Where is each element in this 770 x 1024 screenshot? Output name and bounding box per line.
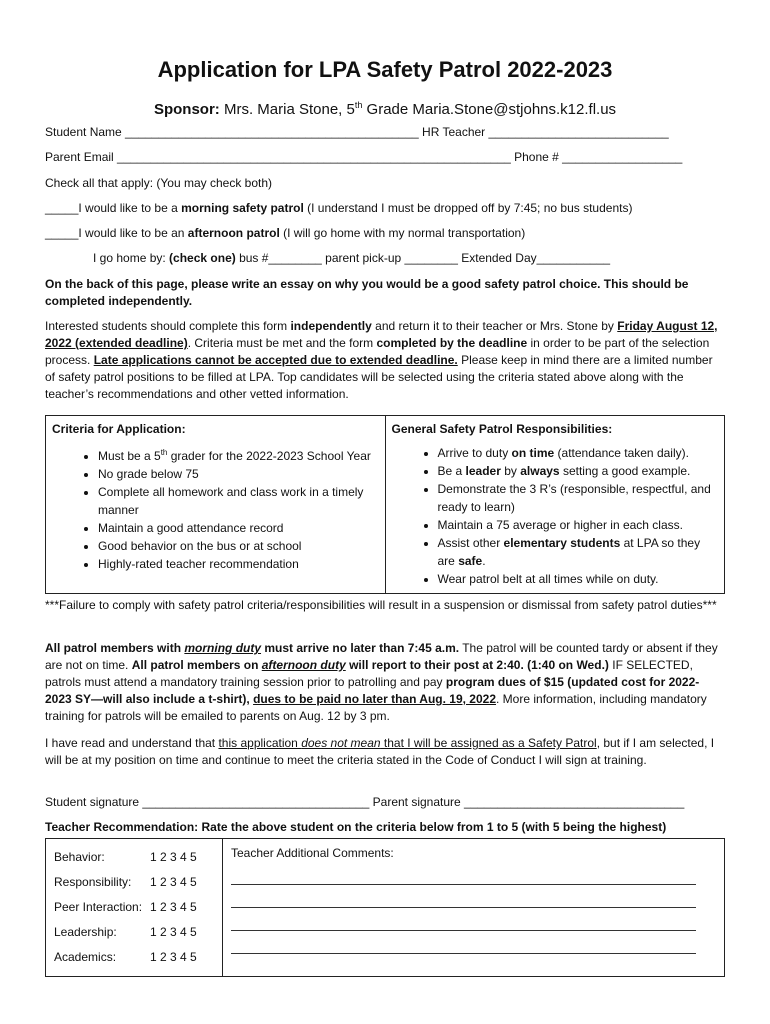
- comment-line[interactable]: [231, 916, 696, 931]
- resp-bold: safe: [458, 554, 483, 568]
- resp-text: at LPA so they are: [437, 536, 701, 568]
- list-item: [438, 444, 719, 462]
- patrol-bold: All patrol members with: [45, 641, 185, 655]
- resp-bold: always: [520, 464, 560, 478]
- patrol-paragraph: [45, 640, 723, 725]
- failure-note: ***Failure to comply with safety patrol criteria/responsibilities will result in a suspension or dismissal from safety patrol duties***: [45, 598, 717, 612]
- interest-paragraph: [45, 318, 723, 403]
- comment-line[interactable]: [231, 893, 696, 908]
- teacher-rec-table: [45, 838, 725, 977]
- agreement-underline: that I will be assigned as a Safety Patrol: [380, 736, 597, 750]
- list-item: • No grade below 75: [98, 465, 379, 483]
- responsibilities-list: [392, 444, 719, 588]
- gohome-bold: (check one): [169, 251, 236, 265]
- morning-suffix: (I understand I must be dropped off by 7:45; no bus students): [303, 201, 633, 215]
- rating-row[interactable]: [54, 870, 214, 895]
- rating-row[interactable]: [54, 895, 214, 920]
- responsibilities-cell: [385, 416, 725, 594]
- rating-scale[interactable]: 1 2 3 4 5: [150, 925, 197, 939]
- comments-label: Teacher Additional Comments:: [231, 846, 394, 860]
- rating-row[interactable]: [54, 845, 214, 870]
- agreement-italic: does not mean: [301, 736, 381, 750]
- afternoon-duty-text: afternoon duty: [261, 658, 346, 672]
- patrol-text: The patrol will be counted tardy or absent if they are not on time.: [45, 641, 718, 672]
- patrol-bold: must arrive no later than 7:45 a.m.: [261, 641, 460, 655]
- criteria-list: [52, 444, 379, 573]
- afternoon-prefix: _____I would like to be an: [45, 226, 188, 240]
- criteria-item1-a: Must be a 5: [98, 449, 161, 463]
- list-item: • Good behavior on the bus or at school: [98, 537, 379, 555]
- patrol-text: IF SELECTED, patrols must attend a mandatory training session prior to patrolling and pay: [45, 658, 693, 689]
- rating-label: Leadership:: [54, 925, 117, 939]
- comment-line[interactable]: [231, 939, 696, 954]
- resp-bold: on time: [511, 446, 555, 460]
- resp-text: Assist other: [437, 536, 504, 550]
- rating-label: Behavior:: [54, 850, 105, 864]
- interest-p1: Interested students should complete this form: [45, 319, 291, 333]
- deadline-text: Friday August 12, 2022 (extended deadline): [45, 319, 718, 350]
- list-item: • Maintain a good attendance record: [98, 519, 379, 537]
- rating-row[interactable]: [54, 945, 214, 970]
- resp-text: (attendance taken daily).: [554, 446, 689, 460]
- list-item: • Complete all homework and class work in a timely manner: [98, 483, 379, 519]
- comments-cell[interactable]: [223, 839, 725, 977]
- morning-bold: morning safety patrol: [181, 201, 304, 215]
- resp-text: setting a good example.: [559, 464, 691, 478]
- interest-p2: and return it to their teacher or Mrs. Stone by: [371, 319, 618, 333]
- gohome-prefix: I go home by:: [93, 251, 170, 265]
- resp-text: by: [500, 464, 521, 478]
- list-item: • Highly-rated teacher recommendation: [98, 555, 379, 573]
- responsibilities-header: General Safety Patrol Responsibilities:: [391, 422, 613, 436]
- comment-line[interactable]: [231, 870, 696, 885]
- afternoon-suffix: (I will go home with my normal transportation): [279, 226, 526, 240]
- list-item: [438, 462, 719, 480]
- check-all-label: Check all that apply: (You may check both): [45, 176, 273, 190]
- criteria-table: [45, 415, 725, 594]
- morning-duty-text: morning duty: [184, 641, 262, 655]
- resp-bold: leader: [465, 464, 501, 478]
- morning-prefix: _____I would like to be a: [45, 201, 182, 215]
- sponsor-sup: th: [354, 100, 363, 110]
- list-item: [98, 444, 379, 465]
- patrol-text: . More information, including mandatory training for patrols will be emailed to parents on Aug. 12 by 3 pm.: [45, 692, 707, 723]
- afternoon-patrol-option[interactable]: [45, 225, 525, 242]
- patrol-bold: All patrol members on: [131, 658, 262, 672]
- signature-fields[interactable]: Student signature __________________________________ Parent signature _________________________________: [45, 795, 685, 809]
- parent-email-field[interactable]: Parent Email ___________________________________________________________ Phone # __________________: [45, 150, 683, 164]
- rating-scale[interactable]: 1 2 3 4 5: [150, 900, 197, 914]
- morning-patrol-option[interactable]: [45, 200, 632, 217]
- student-name-field[interactable]: Student Name ____________________________________________ HR Teacher ___________________________: [45, 125, 669, 139]
- criteria-header: Criteria for Application:: [52, 422, 186, 436]
- interest-p3: . Criteria must be met and the form: [187, 336, 377, 350]
- agreement-text: , but if I am selected, I will be at my position on time and continue to meet the criteria stated in the Code of Conduct I will sign at training.: [45, 736, 715, 767]
- dues-deadline-text: dues to be paid no later than Aug. 19, 2022: [253, 692, 497, 706]
- list-item: • Demonstrate the 3 R’s (responsible, respectful, and ready to learn): [438, 480, 719, 516]
- afternoon-bold: afternoon patrol: [187, 226, 280, 240]
- resp-bold: elementary students: [503, 536, 621, 550]
- rating-scale[interactable]: 1 2 3 4 5: [150, 950, 197, 964]
- list-item: [438, 534, 719, 570]
- go-home-option[interactable]: [93, 250, 610, 267]
- criteria-item1-sup: th: [160, 448, 168, 457]
- rating-row[interactable]: [54, 920, 214, 945]
- agreement-text: I have read and understand that: [45, 736, 219, 750]
- rating-label: Peer Interaction:: [54, 900, 143, 914]
- gohome-suffix: bus #________ parent pick-up ________ Extended Day___________: [235, 251, 611, 265]
- sponsor-text-after: Grade Maria.Stone@stjohns.k12.fl.us: [362, 101, 617, 118]
- interest-p5: Please keep in mind there are a limited number of safety patrol positions to be filled at LPA. Top candidates will be selected using the criteria stated above along with the teacher’s recommendations and other vetted information.: [45, 353, 713, 401]
- resp-text: .: [482, 554, 486, 568]
- interest-p4: in order to be part of the selection process.: [45, 336, 710, 367]
- resp-text: Arrive to duty: [437, 446, 512, 460]
- teacher-rec-header: Teacher Recommendation: Rate the above student on the criteria below from 1 to 5 (with 5 being the highest): [45, 820, 667, 834]
- sponsor-text-before: Mrs. Maria Stone, 5: [219, 101, 355, 118]
- patrol-bold: program dues of $15 (updated cost for 2022-2023 SY—will also include a t-shirt),: [45, 675, 700, 706]
- criteria-item1-b: grader for the 2022-2023 School Year: [167, 449, 371, 463]
- rating-label: Responsibility:: [54, 875, 132, 889]
- criteria-cell: [46, 416, 386, 594]
- interest-b1: independently: [290, 319, 372, 333]
- rating-scale[interactable]: 1 2 3 4 5: [150, 875, 197, 889]
- sponsor-label: Sponsor:: [153, 101, 220, 118]
- patrol-bold: will report to their post at 2:40. (1:40 on Wed.): [345, 658, 609, 672]
- list-item: • Wear patrol belt at all times while on duty.: [438, 570, 719, 588]
- agreement-paragraph: [45, 735, 723, 769]
- rating-label: Academics:: [54, 950, 117, 964]
- page-title: Application for LPA Safety Patrol 2022-2023: [157, 57, 613, 82]
- resp-text: Be a: [437, 464, 466, 478]
- ratings-cell: [46, 839, 223, 977]
- sponsor-line: [45, 95, 725, 120]
- rating-scale[interactable]: 1 2 3 4 5: [150, 850, 197, 864]
- late-applications-text: Late applications cannot be accepted due to extended deadline.: [93, 353, 458, 367]
- agreement-underline: this application: [218, 736, 302, 750]
- list-item: • Maintain a 75 average or higher in each class.: [438, 516, 719, 534]
- interest-b2: completed by the deadline: [376, 336, 528, 350]
- essay-note: On the back of this page, please write an essay on why you would be a good safety patrol choice. This should be completed independently.: [45, 277, 689, 308]
